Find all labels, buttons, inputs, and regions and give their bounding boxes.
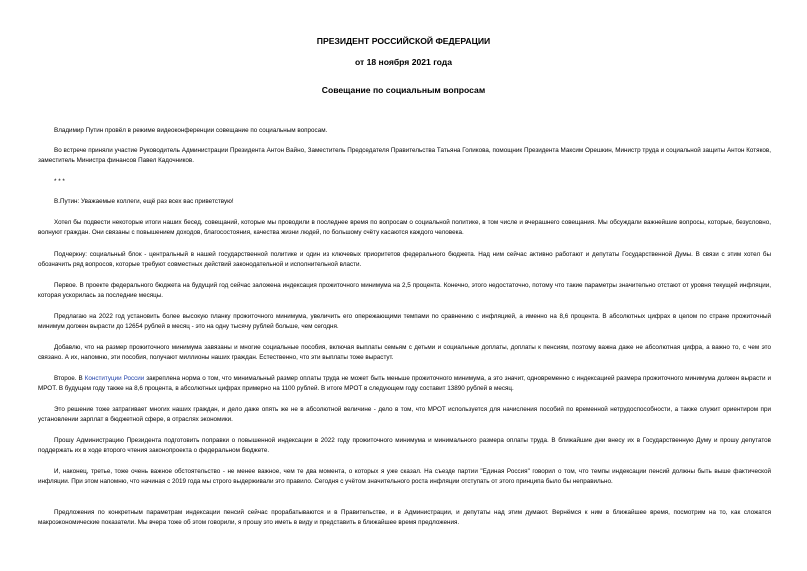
paragraph-amendments: Прошу Администрацию Президента подготовить поправки о повышенной индексации в 2022 году прожиточного минимума и минимального размера оплаты труда. В ближайшие дни внесу их в Государственную Думу и прошу депутатов поддержать их в ходе второго чтения законопроекта о федеральном бюджете. [38, 437, 771, 455]
paragraph-results: Хотел бы подвести некоторые итоги наших бесед, совещаний, которые мы проводили в последнее время по вопросам о социальной политике, в том числе и вчерашнего совещания. Мы обсуждали важнейшие вопросы, которые, безусловно, волнуют граждан. Они связаны с повышением доходов, благосостояния, качества жизни людей, по большому счёту касаются каждого человека. [38, 219, 771, 237]
paragraph-proposal: Предлагаю на 2022 год установить более высокую планку прожиточного минимума, увеличить его опережающими темпами по сравнению с инфляцией, а именно на 8,6 процента. В абсолютных цифрах в целом по стране прожиточный минимум должен вырасти до 12654 рублей в месяц - это на одну тысячу рублей больше, чем сегодня. [38, 313, 771, 331]
paragraph-second [38, 374, 771, 395]
document-date: от 18 ноября 2021 года [354, 57, 453, 67]
paragraph-third: И, наконец, третье, тоже очень важное обстоятельство - не менее важное, чем те два момента, о которых я уже сказал. На съезде партии "Единая Россия" говорил о том, что темпы индексации пенсий должны быть выше фактической инфляции. При этом напомню, что начиная с 2019 года мы строго выдерживали это правило. Сегодня с учётом значительного роста инфляции отступать от этого принципа было бы неправильно. [38, 468, 771, 486]
paragraph-pensions: Предложения по конкретным параметрам индексации пенсий сейчас прорабатываются и в Правительстве, и в Администрации, и депутаты над этим думают. Вернёмся к ним в ближайшее время, посмотрим на то, как сложатся макроэкономические показатели. Мы вчера тоже об этом говорили, я прошу это иметь в виду и представить в ближайшее время предложения. [38, 509, 771, 527]
constitution-link[interactable]: Конституции России [84, 375, 145, 382]
section-separator: * * * [54, 178, 65, 185]
paragraph-second-start: Второе. В [54, 375, 85, 382]
paragraph-benefits: Добавлю, что на размер прожиточного минимума завязаны и многие социальные пособия, включая выплаты семьям с детьми и социальные доплаты, доплаты к пенсиям, поэтому важна даже не абсолютная цифра, а важно то, с чем это связано. А их, напомню, эти пособия, получают миллионы наших граждан. Естественно, что эти выплаты тоже вырастут. [38, 344, 771, 362]
paragraph-intro: Владимир Путин провёл в режиме видеоконференции совещание по социальным вопросам. [54, 127, 328, 134]
document-title: ПРЕЗИДЕНТ РОССИЙСКОЙ ФЕДЕРАЦИИ [316, 36, 491, 46]
paragraph-social-block: Подчеркну: социальный блок - центральный в нашей государственной политике и один из ключевых приоритетов федерального бюджета. Над ним сейчас активно работают и депутаты Государственной Думы. В связи с этим хотел бы обозначить ряд вопросов, которые требуют совместных действий законодательной и исполнительной власти. [38, 251, 771, 269]
paragraph-participants: Во встрече приняли участие Руководитель Администрации Президента Антон Вайно, Заместитель Председателя Правительства Татьяна Голикова, помощник Президента Максим Орешкин, Министр труда и социальной защиты Антон Котяков, заместитель Министра финансов Павел Кадочников. [38, 147, 771, 165]
document-subject: Совещание по социальным вопросам [321, 85, 486, 95]
paragraph-second-rest: закреплена норма о том, что минимальный размер оплаты труда не может быть меньше прожиточного минимума, а это значит, одновременно с индексацией размера прожиточного минимума должен вырасти и МРОТ. В будущем году также на 8,6 процента, в абсолютных цифрах примерно на 1100 рублей. В итоге МРОТ в следующем году составит 13890 рублей в месяц. [38, 375, 771, 393]
paragraph-mrot: Это решение тоже затрагивает многих наших граждан, и дело даже опять же не в абсолютной величине - дело в том, что МРОТ используется для начисления пособий по временной нетрудоспособности, а также служит ориентиром при установлении зарплат в бюджетной сфере, в отраслях экономики. [38, 406, 771, 424]
paragraph-greeting: В.Путин: Уважаемые коллеги, ещё раз всех вас приветствую! [54, 198, 234, 205]
paragraph-first: Первое. В проекте федерального бюджета на будущий год сейчас заложена индексация прожиточного минимума на 2,5 процента. Конечно, этого недостаточно, потому что такие параметры значительно отстают от уровня текущей инфляции, которая ускорилась за последние месяцы. [38, 282, 771, 300]
